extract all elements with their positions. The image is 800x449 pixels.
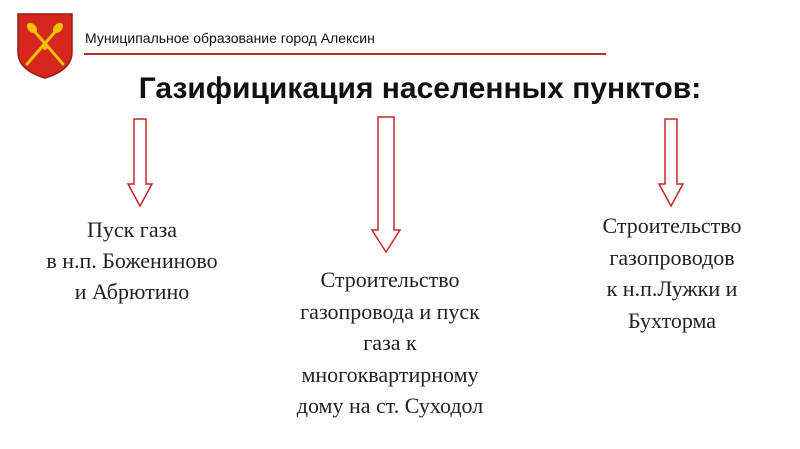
text-line: многоквартирному [301, 361, 479, 387]
coat-of-arms-icon [15, 12, 75, 80]
text-line: Бухторма [627, 307, 717, 333]
text-line: Пуск газа [86, 217, 178, 242]
down-arrow-icon-left [126, 118, 154, 208]
text-line: Строительство [320, 267, 460, 292]
text-line: и Абрютино [74, 279, 190, 304]
header-divider [84, 53, 606, 55]
text-line: дому на ст. Суходол [296, 393, 484, 418]
text-block-luzhki [568, 210, 776, 336]
text-line: к н.п.Лужки и [606, 276, 738, 301]
text-line: газа к [363, 330, 417, 355]
page-title: Газифицикация населенных пунктов: [138, 72, 702, 105]
text-line: газопроводов [609, 244, 735, 270]
text-line: газопровода и пуск [300, 298, 480, 324]
text-line: в н.п. Божениново [46, 248, 218, 273]
down-arrow-icon-center [370, 116, 402, 254]
text-block-sukhodol [262, 264, 518, 422]
organization-name: Муниципальное образование город Алексин [85, 30, 375, 46]
down-arrow-icon-right [657, 118, 685, 208]
text-line: Строительство [602, 213, 742, 238]
text-block-bozheninovo [16, 214, 248, 307]
